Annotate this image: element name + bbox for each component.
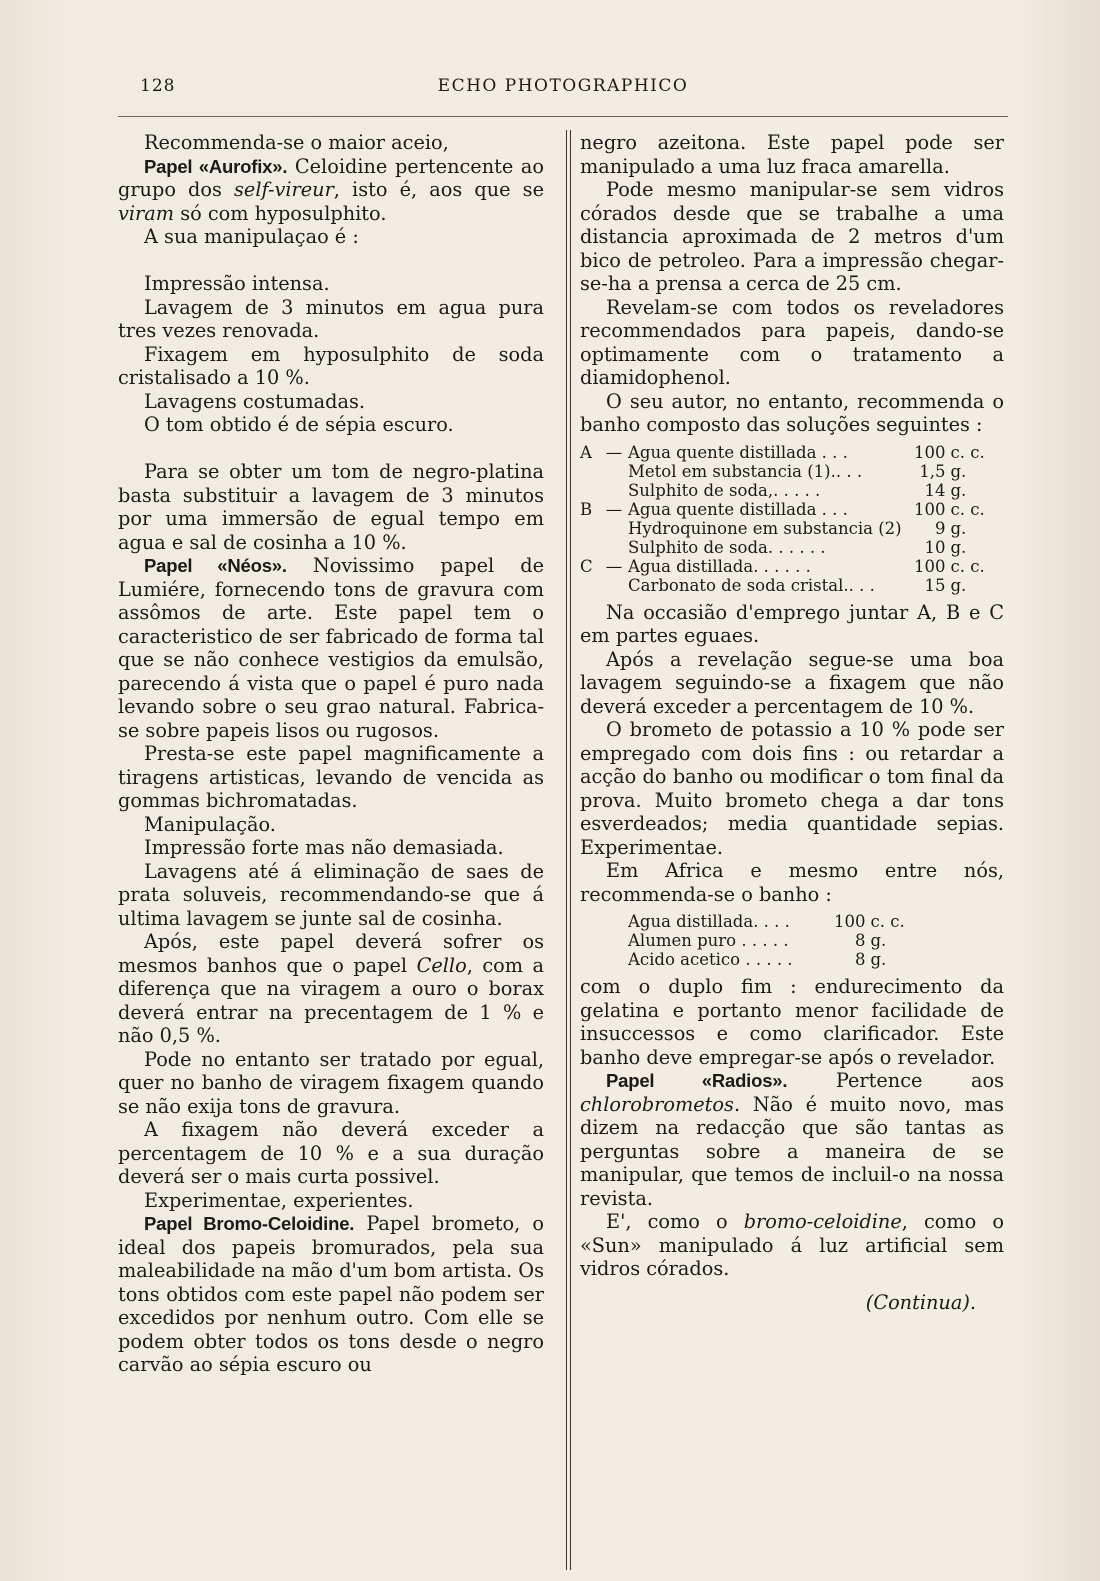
ingredient-quantity: 100 xyxy=(914,499,946,519)
formula-table-developer xyxy=(580,443,985,595)
solution-label: C xyxy=(580,556,593,576)
paragraph: Revelam-se com todos os reveladores recommendados para papeis, dando-se optimamente com o tratamento a diamidophenol. xyxy=(580,295,1004,389)
formula-row xyxy=(580,462,985,481)
paragraph: Recommenda-se o maior aceio, xyxy=(144,131,449,154)
paragraph: Após a revelação segue-se uma boa lavagem seguindo-se a fixagem que não deverá exceder a percentagem de 10 %. xyxy=(580,647,1004,718)
section-heading: Papel «Aurofix». xyxy=(144,155,288,177)
ingredient-quantity: 8 xyxy=(855,931,866,950)
formula-row xyxy=(628,912,905,931)
ingredient-quantity: 14 xyxy=(924,480,946,500)
formula-row xyxy=(628,950,905,969)
formula-row xyxy=(628,931,905,950)
ingredient-unit: g. xyxy=(950,518,967,538)
ingredient-unit: g. xyxy=(950,461,967,481)
solution-dash: — xyxy=(605,442,623,462)
solution-label xyxy=(580,576,600,595)
paragraph: Em Africa e mesmo entre nós, recommenda-se o banho : xyxy=(580,859,1004,906)
section-heading: Papel Bromo-Celoidine. xyxy=(144,1213,355,1234)
ingredient-unit: g. xyxy=(870,950,887,969)
paragraph: Presta-se este papel magnificamente a tiragens artisticas, levando de vencida as gommas bichromatadas. xyxy=(118,742,544,812)
solution-dash xyxy=(600,576,628,595)
ingredient-name: Sulphito de soda. . . . . . xyxy=(628,537,826,557)
solution-dash: — xyxy=(605,499,623,519)
formula-row xyxy=(580,443,985,462)
column-divider xyxy=(566,130,571,1570)
paragraph-neos: Papel «Néos». Novissimo papel de Lumiére, fornecendo tons de gravura com assômos de arte. Este papel tem o caracteristico de ser fabricado de forma tal que se não conhece vestigios da emulsão, parecendo á vista que o papel é puro nada levando sobre o seu grao natural. Fabrica-se sobre papeis lisos ou rugosos. xyxy=(118,554,544,742)
ingredient-name: Hydroquinone em substancia (2) xyxy=(628,518,902,538)
paragraph-aurofix: Papel «Aurofix». Celoidine pertencente ao grupo dos self-vireur, isto é, aos que se viram só com hyposulphito. xyxy=(118,154,544,225)
left-column xyxy=(118,131,544,1377)
formula-row xyxy=(580,500,985,519)
ingredient-quantity: 1,5 xyxy=(919,461,946,481)
solution-label xyxy=(580,462,600,481)
section-heading: Papel «Radios». xyxy=(606,1070,788,1091)
solution-label: A xyxy=(580,442,592,462)
journal-title: ECHO PHOTOGRAPHICO xyxy=(437,76,689,96)
ingredient-name: Carbonato de soda cristal.. . . xyxy=(628,575,875,595)
paragraph-bromo-celoidine: Papel Bromo-Celoidine. Papel brometo, o ideal dos papeis bromurados, pela sua maleabilidade na mão d'um bom artista. Os tons obtidos com este papel não podem ser excedidos por nenhum outro. Com elle se podem obter todos os tons desde o negro carvão ao sépia escuro ou xyxy=(118,1212,544,1376)
ingredient-name: Agua quente distillada . . . xyxy=(628,499,848,519)
running-header xyxy=(118,76,1008,102)
ingredient-quantity: 100 xyxy=(834,912,866,931)
ingredient-name: Sulphito de soda,. . . . . xyxy=(628,480,821,500)
section-heading: Papel «Néos». xyxy=(144,555,287,576)
ingredient-quantity: 15 xyxy=(924,575,946,595)
paragraph: Experimentae, experientes. xyxy=(144,1188,414,1212)
paragraph: Impressão intensa. xyxy=(144,272,330,295)
paragraph: Fixagem em hyposulphito de soda cristalisado a 10 %. xyxy=(118,342,544,389)
formula-row xyxy=(580,576,985,595)
header-rule xyxy=(118,116,1008,117)
ingredient-unit: c. c. xyxy=(950,499,985,519)
ingredient-unit: g. xyxy=(870,931,887,950)
paragraph: O brometo de potassio a 10 % pode ser empregado com dois fins : ou retardar a acção do banho ou modificar o tom final da prova. Muito brometo chega a dar tons esverdeados; media quantidade sepias. Experimentae. xyxy=(580,718,1004,859)
ingredient-name: Alumen puro . . . . . xyxy=(628,931,789,950)
solution-label xyxy=(580,519,600,538)
solution-label: B xyxy=(580,499,593,519)
solution-dash: — xyxy=(605,556,623,576)
paragraph: Lavagem de 3 minutos em agua pura tres vezes renovada. xyxy=(118,295,544,342)
ingredient-unit: c. c. xyxy=(870,912,905,931)
formula-row xyxy=(580,519,985,538)
solution-dash xyxy=(600,538,628,557)
paragraph: Para se obter um tom de negro-platina basta substituir a lavagem de 3 minutos por uma immersão de egual tempo em agua e sal de cosinha a 10 %. xyxy=(118,460,544,554)
paragraph: negro azeitona. Este papel pode ser manipulado a uma luz fraca amarella. xyxy=(580,131,1004,178)
ingredient-quantity: 100 xyxy=(914,556,946,576)
ingredient-name: Metol em substancia (1).. . . xyxy=(628,461,863,481)
paragraph: Lavagens costumadas. xyxy=(144,389,365,413)
formula-row xyxy=(580,481,985,500)
page-number: 128 xyxy=(140,76,176,96)
solution-dash xyxy=(600,481,628,500)
ingredient-unit: g. xyxy=(950,575,967,595)
ingredient-name: Acido acetico . . . . . xyxy=(628,950,793,969)
formula-table-bath xyxy=(628,912,905,969)
solution-label xyxy=(580,481,600,500)
ingredient-quantity: 8 xyxy=(855,950,866,969)
paragraph: Lavagens até á eliminação de saes de prata soluveis, recommendando-se que á ultima lavagem se junte sal de cosinha. xyxy=(118,859,544,930)
continued-note: (Continua). xyxy=(865,1290,976,1314)
paragraph: E', como o bromo-celoidine, como o «Sun» manipulado á luz artificial sem vidros córados. xyxy=(580,1210,1004,1280)
solution-dash xyxy=(600,519,628,538)
paragraph: com o duplo fim : endurecimento da gelatina e portanto menor facilidade de insuccessos e como clarificador. Este banho deve empregar-se após o revelador. xyxy=(580,975,1004,1069)
ingredient-quantity: 100 xyxy=(914,442,946,462)
ingredient-unit: g. xyxy=(950,537,967,557)
paragraph: Na occasião d'emprego juntar A, B e C em partes eguaes. xyxy=(580,600,1004,647)
solution-dash xyxy=(600,462,628,481)
ingredient-quantity: 9 xyxy=(935,518,946,538)
paragraph: O seu autor, no entanto, recommenda o banho composto das soluções seguintes : xyxy=(580,389,1004,436)
paragraph: Pode mesmo manipular-se sem vidros córados desde que se trabalhe a uma distancia aproximada de 2 metros d'um bico de petroleo. Para a impressão chegar-se-ha a prensa a cerca de 25 cm. xyxy=(580,178,1004,295)
formula-row xyxy=(580,538,985,557)
formula-row xyxy=(580,557,985,576)
ingredient-unit: c. c. xyxy=(950,556,985,576)
ingredient-name: Agua distillada. . . . . . xyxy=(628,556,811,576)
paragraph: Manipulação. xyxy=(144,812,276,836)
paragraph: Pode no entanto ser tratado por egual, quer no banho de viragem fixagem quando se não exija tons de gravura. xyxy=(118,1047,544,1118)
paragraph: O tom obtido é de sépia escuro. xyxy=(144,413,454,436)
ingredient-name: Agua distillada. . . . xyxy=(628,912,790,931)
solution-label xyxy=(580,538,600,557)
paragraph: A fixagem não deverá exceder a percentagem de 10 % e a sua duração deverá ser o mais curta possivel. xyxy=(118,1118,544,1188)
paragraph: Após, este papel deverá sofrer os mesmos banhos que o papel Cello, com a diferença que na viragem a ouro o borax deverá entrar na precentagem de 1 % e não 0,5 %. xyxy=(118,930,544,1047)
paragraph: Impressão forte mas não demasiada. xyxy=(144,836,504,859)
ingredient-name: Agua quente distillada . . . xyxy=(628,442,848,462)
ingredient-unit: g. xyxy=(950,480,967,500)
ingredient-quantity: 10 xyxy=(924,537,946,557)
right-column xyxy=(580,131,1004,1314)
ingredient-unit: c. c. xyxy=(950,442,985,462)
paragraph: A sua manipulaçao é : xyxy=(144,225,359,248)
paragraph-radios: Papel «Radios». Pertence aos chlorobrometos. Não é muito novo, mas dizem na redacção que são tantas as perguntas sobre a maneira de se manipular, que temos de incluil-o na nossa revista. xyxy=(580,1069,1004,1210)
